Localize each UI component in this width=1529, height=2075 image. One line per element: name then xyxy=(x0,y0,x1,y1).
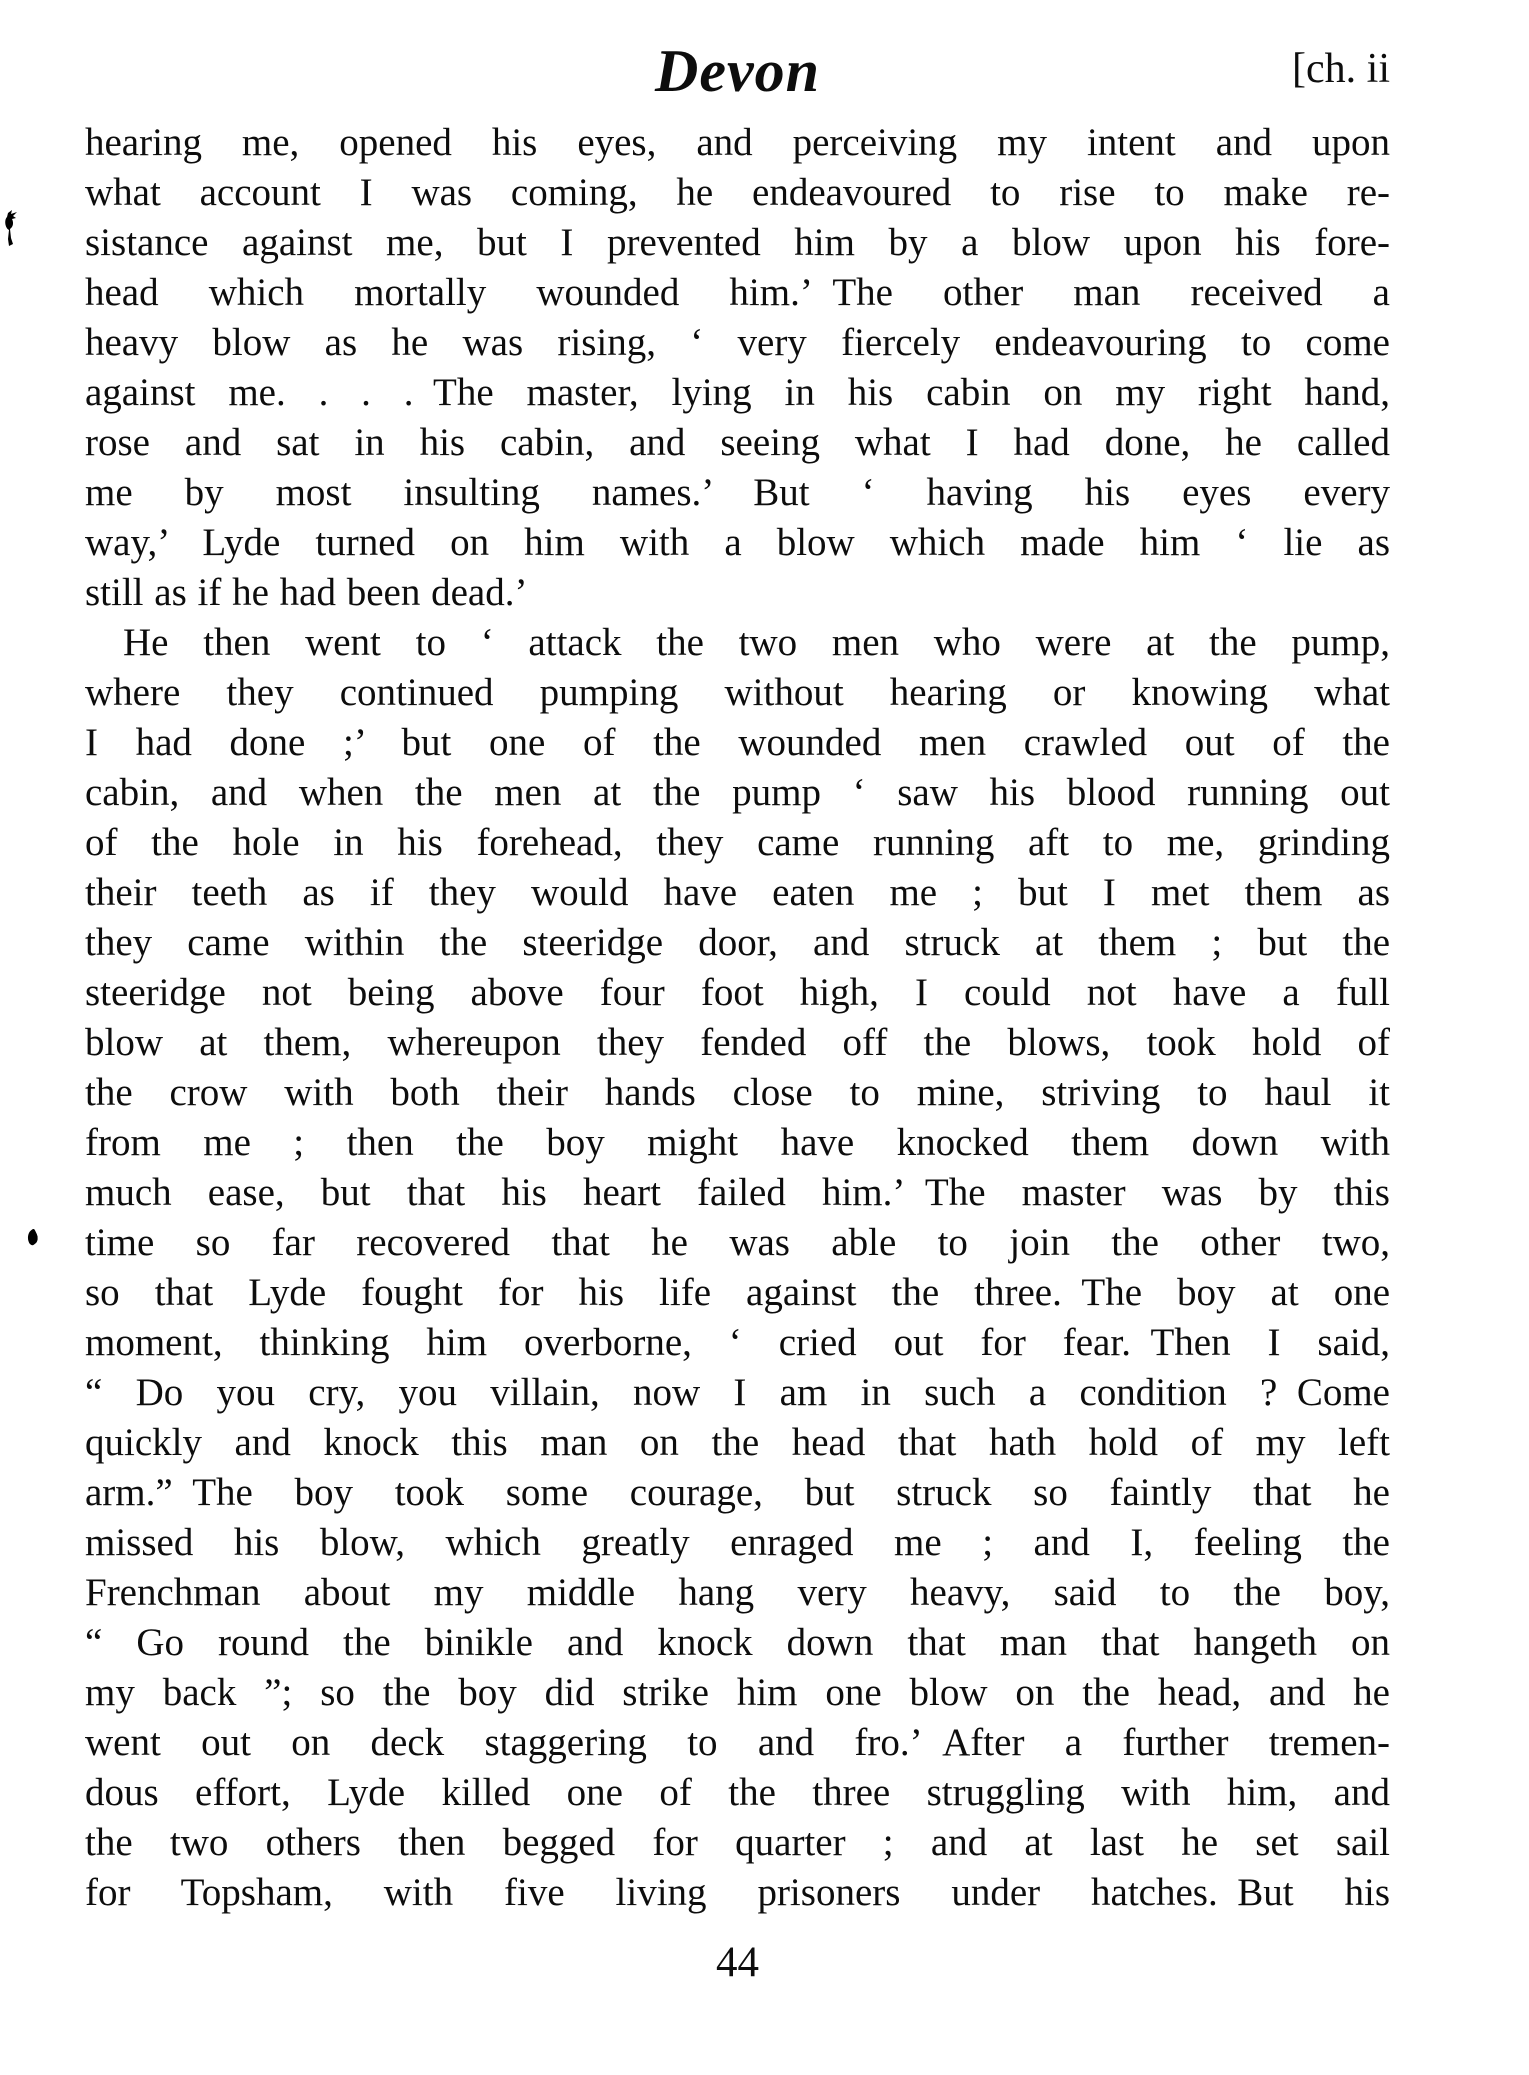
text-line: still as if he had been dead.’ xyxy=(85,571,528,614)
text-line: so that Lyde fought for his life against the three. The boy at one xyxy=(85,1271,1390,1314)
text-line: steeridge not being above four foot high, I could not have a full xyxy=(85,971,1390,1014)
text-line: cabin, and when the men at the pump ‘ saw his blood running out xyxy=(85,771,1390,814)
running-title: Devon xyxy=(655,38,820,104)
text-line: He then went to ‘ attack the two men who were at the pump, xyxy=(123,621,1390,664)
text-line: much ease, but that his heart failed him.’ The master was by this xyxy=(85,1171,1390,1214)
text-line: missed his blow, which greatly enraged me ; and I, feeling the xyxy=(85,1521,1390,1564)
text-line: against me. . . . The master, lying in his cabin on my right hand, xyxy=(85,371,1390,414)
text-line: the two others then begged for quarter ; and at last he set sail xyxy=(85,1821,1390,1864)
text-line: what account I was coming, he endeavoured to rise to make re- xyxy=(85,171,1390,214)
text-line: time so far recovered that he was able to join the other two, xyxy=(85,1221,1390,1264)
page-number: 44 xyxy=(716,1939,759,1986)
text-line: quickly and knock this man on the head that hath hold of my left xyxy=(85,1421,1390,1464)
body-text xyxy=(85,118,1390,1918)
text-line: dous effort, Lyde killed one of the three struggling with him, and xyxy=(85,1771,1390,1814)
text-line: sistance against me, but I prevented him by a blow upon his fore- xyxy=(85,221,1390,264)
text-line: where they continued pumping without hearing or knowing what xyxy=(85,671,1390,714)
text-line: they came within the steeridge door, and struck at them ; but the xyxy=(85,921,1390,964)
running-head xyxy=(85,36,1390,114)
text-line: my back ”; so the boy did strike him one blow on the head, and he xyxy=(85,1671,1390,1714)
text-line: “ Go round the binikle and knock down that man that hangeth on xyxy=(85,1621,1390,1664)
ink-speck-mark xyxy=(25,1228,39,1247)
chapter-reference: [ch. ii xyxy=(1292,46,1390,92)
text-line: blow at them, whereupon they fended off the blows, took hold of xyxy=(85,1021,1390,1064)
text-line: of the hole in his forehead, they came running aft to me, grinding xyxy=(85,821,1390,864)
text-line: “ Do you cry, you villain, now I am in such a condition ? Come xyxy=(85,1371,1390,1414)
text-line: went out on deck staggering to and fro.’ After a further tremen- xyxy=(85,1721,1390,1764)
text-line: arm.” The boy took some courage, but struck so faintly that he xyxy=(85,1471,1390,1514)
text-line: I had done ;’ but one of the wounded men crawled out of the xyxy=(85,721,1390,764)
text-line: me by most insulting names.’ But ‘ having his eyes every xyxy=(85,471,1390,514)
text-line: hearing me, opened his eyes, and perceiving my intent and upon xyxy=(85,121,1390,164)
text-line: moment, thinking him overborne, ‘ cried out for fear. Then I said, xyxy=(85,1321,1390,1364)
text-line: for Topsham, with five living prisoners under hatches. But his xyxy=(85,1871,1390,1914)
text-line: rose and sat in his cabin, and seeing what I had done, he called xyxy=(85,421,1390,464)
text-line: the crow with both their hands close to mine, striving to haul it xyxy=(85,1071,1390,1114)
text-line: their teeth as if they would have eaten me ; but I met them as xyxy=(85,871,1390,914)
text-line: head which mortally wounded him.’ The other man received a xyxy=(85,271,1390,314)
text-line: Frenchman about my middle hang very heavy, said to the boy, xyxy=(85,1571,1390,1614)
ink-blot-mark xyxy=(2,210,24,248)
text-line: from me ; then the boy might have knocked them down with xyxy=(85,1121,1390,1164)
text-line: heavy blow as he was rising, ‘ very fiercely endeavouring to come xyxy=(85,321,1390,364)
text-line: way,’ Lyde turned on him with a blow which made him ‘ lie as xyxy=(85,521,1390,564)
